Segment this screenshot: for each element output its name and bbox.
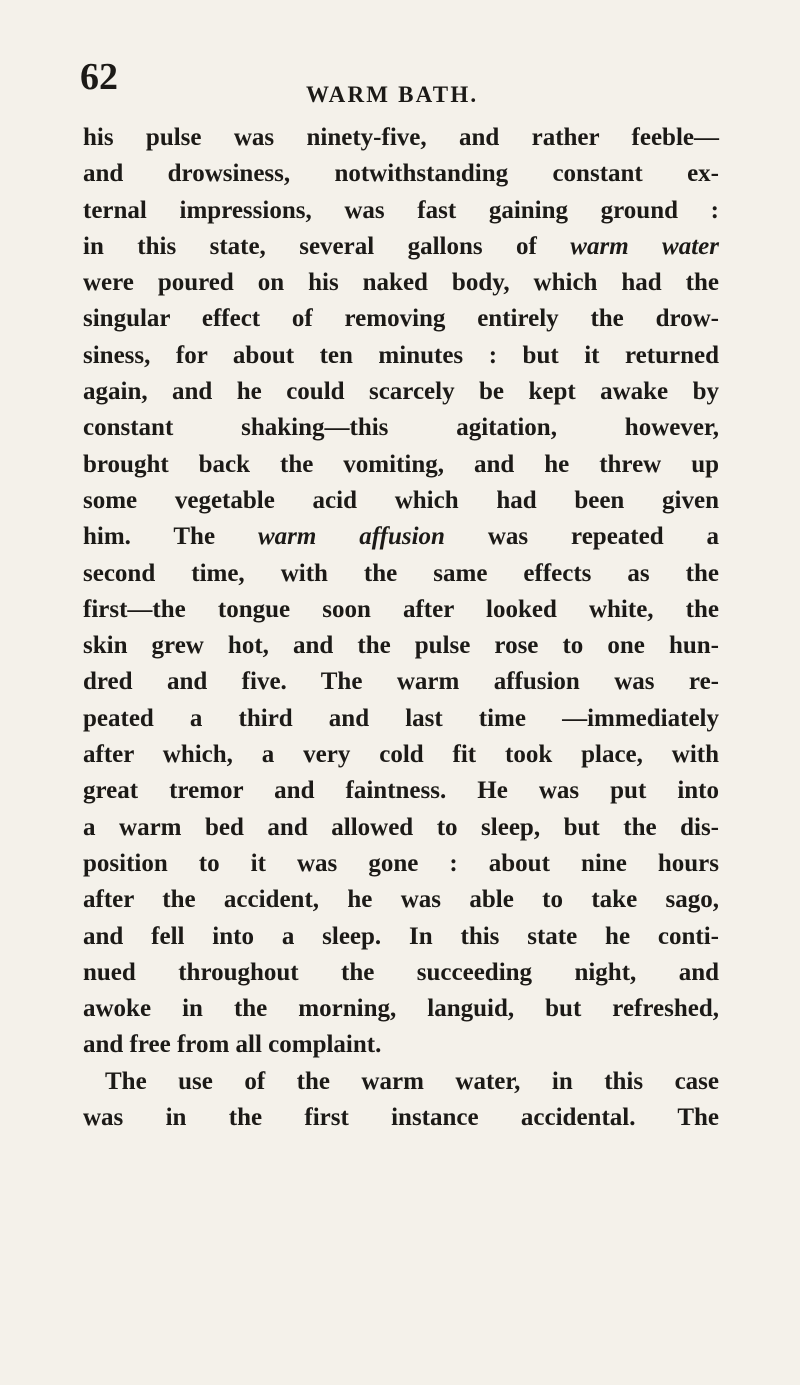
text-line: and drowsiness, notwithstanding constant ex- — [83, 160, 719, 188]
italic-phrase: warm affusion — [257, 523, 445, 551]
text-line: a warm bed and allowed to sleep, but the dis- — [83, 813, 719, 841]
body-text — [83, 120, 719, 1136]
text-line: constant shaking—this agitation, however, — [83, 414, 719, 442]
text-line: nued throughout the succeeding night, and — [83, 958, 719, 986]
text-line — [83, 229, 719, 265]
text-line: again, and he could scarcely be kept awake by — [83, 378, 719, 406]
text-line: second time, with the same effects as the — [83, 559, 719, 587]
text-line: after the accident, he was able to take sago, — [83, 886, 719, 914]
text-line: singular effect of removing entirely the drow- — [83, 305, 719, 333]
text-line: great tremor and faintness. He was put into — [83, 777, 719, 805]
text-line: were poured on his naked body, which had the — [83, 269, 719, 297]
text-line — [83, 519, 719, 555]
text-line: and free from all complaint. — [83, 1031, 382, 1059]
text-line: dred and five. The warm affusion was re- — [83, 668, 719, 696]
text-line: position to it was gone : about nine hours — [83, 849, 719, 877]
text-segment: him. The — [83, 523, 216, 551]
text-line: awoke in the morning, languid, but refreshed, — [83, 995, 719, 1023]
text-segment: was repeated a — [487, 523, 720, 551]
text-line: his pulse was ninety-five, and rather feeble— — [83, 124, 719, 151]
text-line: The use of the warm water, in this case — [105, 1067, 719, 1095]
text-line: brought back the vomiting, and he threw up — [83, 450, 719, 478]
text-line: after which, a very cold fit took place, with — [83, 741, 719, 769]
text-line: was in the first instance accidental. The — [83, 1104, 719, 1132]
running-title: WARM BATH. — [306, 82, 479, 107]
text-line: some vegetable acid which had been given — [83, 486, 719, 514]
text-line: and fell into a sleep. In this state he conti- — [83, 922, 719, 950]
page-number: 62 — [80, 56, 118, 98]
italic-phrase: warm water — [570, 232, 720, 260]
text-segment: in this state, several gallons of — [83, 232, 537, 260]
text-line: ternal impressions, was fast gaining ground : — [83, 196, 719, 224]
text-line: siness, for about ten minutes : but it returned — [83, 341, 719, 369]
text-line: first—the tongue soon after looked white, the — [83, 595, 719, 623]
text-line: skin grew hot, and the pulse rose to one hun- — [83, 632, 719, 660]
text-line: peated a third and last time —immediately — [83, 704, 719, 732]
